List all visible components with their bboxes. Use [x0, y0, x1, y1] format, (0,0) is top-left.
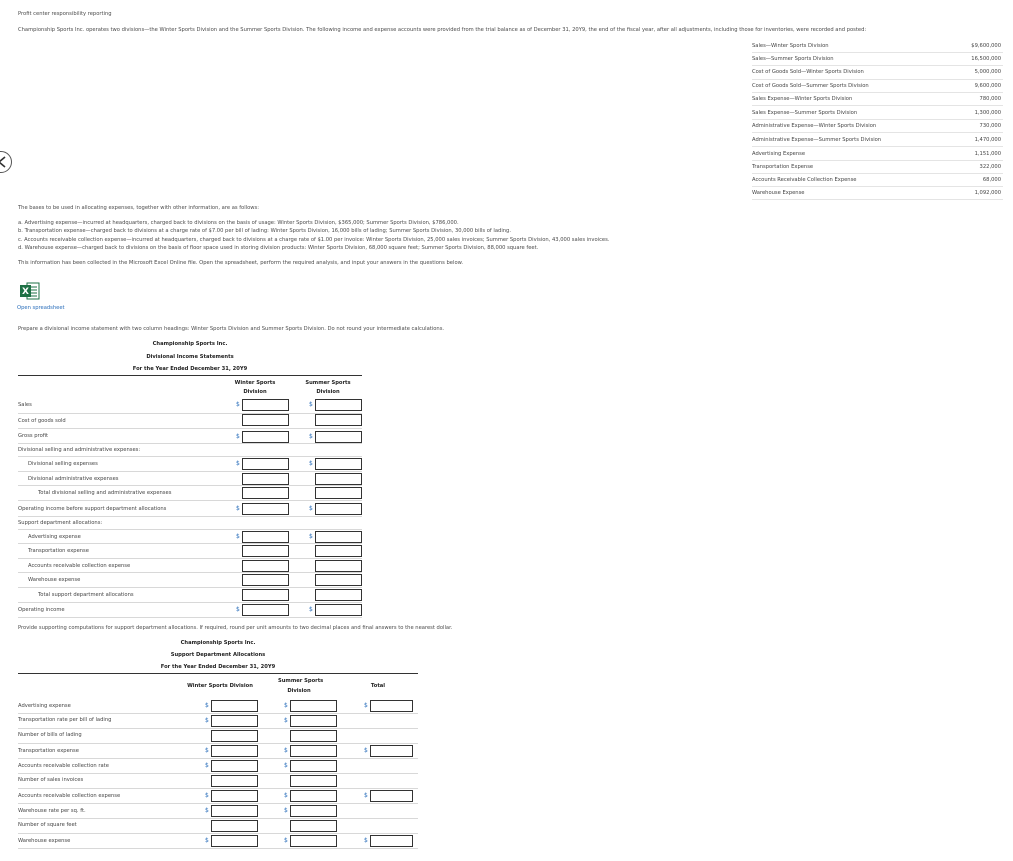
chevron-left-icon	[0, 152, 11, 172]
row-label: Total support department allocations	[38, 592, 134, 598]
divider	[18, 803, 418, 804]
currency-symbol: $	[364, 702, 368, 709]
summer-cogs-input[interactable]	[315, 414, 362, 426]
svg-text:X: X	[22, 287, 29, 297]
account-value: 730,000	[979, 123, 1001, 129]
winter-invoices-input[interactable]	[211, 775, 258, 787]
summer-sqft-input[interactable]	[290, 820, 337, 832]
divider	[752, 105, 1003, 106]
divider	[18, 428, 362, 429]
row-label: Advertising expense	[18, 703, 71, 709]
currency-symbol: $	[236, 401, 240, 408]
summer-admin-input[interactable]	[315, 473, 362, 485]
company-name: Championship Sports Inc.	[180, 640, 256, 646]
column-header-summer: Summer Sports	[305, 380, 351, 386]
column-header-total: Total	[370, 683, 386, 689]
account-value: 1,092,000	[974, 190, 1001, 196]
currency-symbol: $	[309, 505, 313, 512]
excel-note: This information has been collected in the Microsoft Excel Online file. Open the spreadsheet, perform the required analysis, and input your answers in the questions below.	[18, 260, 464, 266]
divider	[18, 413, 362, 414]
column-header-summer: Division	[287, 688, 311, 694]
account-value: 9,600,000	[974, 83, 1001, 89]
divider	[18, 713, 418, 714]
currency-symbol: $	[284, 807, 288, 814]
divider	[18, 788, 418, 789]
divider	[752, 92, 1003, 93]
currency-symbol: $	[309, 401, 313, 408]
divider	[18, 375, 362, 376]
winter-bills-input[interactable]	[211, 730, 258, 742]
account-value: 1,151,000	[974, 151, 1001, 157]
row-label: Accounts receivable collection expense	[18, 793, 121, 799]
allocations-period: For the Year Ended December 31, 20Y9	[160, 664, 276, 670]
winter-transport-expense-input[interactable]	[211, 745, 258, 757]
open-spreadsheet-link[interactable]: Open spreadsheet	[17, 305, 65, 311]
winter-operating-income-input[interactable]	[242, 604, 289, 616]
currency-symbol: $	[284, 792, 288, 799]
divider	[18, 500, 362, 501]
column-header-winter: Division	[243, 389, 267, 395]
allocations-instruction: Provide supporting computations for support department allocations. If required, round per unit amounts to two decimal places and final answers to the nearest dollar.	[18, 625, 453, 631]
currency-symbol: $	[236, 606, 240, 613]
row-label: Warehouse rate per sq. ft.	[18, 808, 86, 814]
account-value: 780,000	[979, 96, 1001, 102]
divider	[18, 587, 362, 588]
basis-a: a. Advertising expense—incurred at headquarters, charged back to divisions on the basis of usage: Winter Sports Division, $365,000; Summer Sports Division, $786,000.	[18, 220, 459, 226]
currency-symbol: $	[364, 747, 368, 754]
winter-selling-input[interactable]	[242, 458, 289, 470]
divider	[752, 119, 1003, 120]
summer-gross-profit-input[interactable]	[315, 431, 362, 443]
row-label: Transportation expense	[18, 748, 79, 754]
divider	[752, 186, 1003, 187]
row-label: Accounts receivable collection expense	[28, 563, 131, 569]
statement-title: Divisional Income Statements	[146, 354, 234, 360]
row-label: Advertising expense	[28, 534, 81, 540]
account-name: Cost of Goods Sold—Winter Sports Division	[752, 69, 864, 75]
winter-ar-expense-input[interactable]	[211, 790, 258, 802]
currency-symbol: $	[309, 433, 313, 440]
row-label: Divisional selling expenses	[28, 461, 98, 467]
account-value: 5,000,000	[974, 69, 1001, 75]
page-title: Profit center responsibility reporting	[18, 11, 112, 17]
divider	[18, 758, 418, 759]
divider	[752, 199, 1003, 200]
column-header-summer: Summer Sports	[278, 678, 324, 684]
row-label: Accounts receivable collection rate	[18, 763, 109, 769]
bases-intro: The bases to be used in allocating expenses, together with other information, are as follows:	[18, 205, 259, 211]
allocations-title: Support Department Allocations	[170, 652, 266, 658]
divider	[18, 543, 362, 544]
account-value: 68,000	[982, 177, 1001, 183]
currency-symbol: $	[284, 717, 288, 724]
winter-sqft-input[interactable]	[211, 820, 258, 832]
statement-period: For the Year Ended December 31, 20Y9	[132, 366, 248, 372]
currency-symbol: $	[284, 702, 288, 709]
winter-admin-input[interactable]	[242, 473, 289, 485]
summer-invoices-input[interactable]	[290, 775, 337, 787]
column-header-winter: Winter Sports	[234, 380, 276, 386]
summer-warehouse-rate-input[interactable]	[290, 805, 337, 817]
account-name: Accounts Receivable Collection Expense	[752, 177, 857, 183]
currency-symbol: $	[309, 460, 313, 467]
row-label: Warehouse expense	[28, 577, 81, 583]
divider	[18, 516, 362, 517]
winter-transport-rate-input[interactable]	[211, 715, 258, 727]
account-name: Sales Expense—Summer Sports Division	[752, 110, 858, 116]
divider	[18, 773, 418, 774]
currency-symbol: $	[284, 762, 288, 769]
summer-total-sa-input[interactable]	[315, 487, 362, 499]
total-advertising-input[interactable]	[370, 700, 413, 712]
summer-transport-expense-input[interactable]	[290, 745, 337, 757]
divider	[18, 529, 362, 530]
winter-cogs-input[interactable]	[242, 414, 289, 426]
winter-warehouse-rate-input[interactable]	[211, 805, 258, 817]
account-value: 322,000	[979, 164, 1001, 170]
row-label: Divisional administrative expenses	[28, 476, 119, 482]
currency-symbol: $	[205, 792, 209, 799]
currency-symbol: $	[205, 762, 209, 769]
company-name: Championship Sports Inc.	[152, 341, 228, 347]
account-name: Warehouse Expense	[752, 190, 805, 196]
row-label: Warehouse expense	[18, 838, 71, 844]
currency-symbol: $	[284, 837, 288, 844]
currency-symbol: $	[364, 792, 368, 799]
summer-ar-expense-input[interactable]	[290, 790, 337, 802]
row-label: Number of square feet	[18, 822, 77, 828]
divider	[18, 617, 362, 618]
divider	[752, 52, 1003, 53]
account-value: 16,500,000	[971, 56, 1001, 62]
divider	[18, 471, 362, 472]
row-label: Number of sales invoices	[18, 777, 84, 783]
winter-ar-collection-input[interactable]	[242, 560, 289, 572]
divider	[18, 848, 418, 849]
divider	[18, 673, 418, 674]
divider	[18, 485, 362, 486]
divider	[18, 558, 362, 559]
currency-symbol: $	[205, 702, 209, 709]
divider	[752, 132, 1003, 133]
account-value: $9,600,000	[971, 43, 1001, 49]
divider	[752, 160, 1003, 161]
winter-total-support-input[interactable]	[242, 589, 289, 601]
currency-symbol: $	[205, 807, 209, 814]
row-label: Number of bills of lading	[18, 732, 82, 738]
summer-warehouse-input[interactable]	[315, 574, 362, 586]
account-name: Transportation Expense	[752, 164, 814, 170]
currency-symbol: $	[236, 433, 240, 440]
row-label: Operating income before support department allocations	[18, 506, 167, 512]
summer-ar-rate-input[interactable]	[290, 760, 337, 772]
currency-symbol: $	[309, 606, 313, 613]
currency-symbol: $	[236, 505, 240, 512]
row-label: Transportation expense	[28, 548, 89, 554]
summer-ar-collection-input[interactable]	[315, 560, 362, 572]
divider	[18, 818, 418, 819]
intro-text: Championship Sports Inc. operates two divisions—the Winter Sports Division and the Summer Sports Division. The following income and expense accounts were provided from the trial balance as of December 31, 20Y9, the end of the fiscal year, after all adjustments, including those for inventories, were recorded and posted:	[18, 27, 867, 33]
summer-sales-input[interactable]	[315, 399, 362, 411]
row-label: Support department allocations:	[18, 520, 103, 526]
winter-advertising-alloc-input[interactable]	[211, 700, 258, 712]
total-warehouse-expense-input[interactable]	[370, 835, 413, 847]
winter-gross-profit-input[interactable]	[242, 431, 289, 443]
account-name: Advertising Expense	[752, 151, 806, 157]
account-name: Administrative Expense—Winter Sports Division	[752, 123, 877, 129]
back-button[interactable]	[0, 151, 12, 173]
account-name: Cost of Goods Sold—Summer Sports Division	[752, 83, 869, 89]
currency-symbol: $	[236, 460, 240, 467]
currency-symbol: $	[205, 747, 209, 754]
summer-warehouse-expense-input[interactable]	[290, 835, 337, 847]
column-header-winter: Winter Sports Division	[187, 683, 253, 689]
total-ar-expense-input[interactable]	[370, 790, 413, 802]
summer-total-support-input[interactable]	[315, 589, 362, 601]
row-label: Gross profit	[18, 433, 49, 439]
row-label: Total divisional selling and administrative expenses	[38, 490, 172, 496]
column-header-summer: Division	[316, 389, 340, 395]
winter-transportation-input[interactable]	[242, 545, 289, 557]
summer-advertising-input[interactable]	[315, 531, 362, 543]
divider	[752, 173, 1003, 174]
summer-advertising-alloc-input[interactable]	[290, 700, 337, 712]
divider	[18, 833, 418, 834]
winter-ar-rate-input[interactable]	[211, 760, 258, 772]
currency-symbol: $	[309, 533, 313, 540]
currency-symbol: $	[284, 747, 288, 754]
divider	[752, 79, 1003, 80]
winter-sales-input[interactable]	[242, 399, 289, 411]
divider	[18, 572, 362, 573]
divider	[18, 728, 418, 729]
winter-total-sa-input[interactable]	[242, 487, 289, 499]
summer-transportation-input[interactable]	[315, 545, 362, 557]
income-instruction: Prepare a divisional income statement with two column headings: Winter Sports Division and Summer Sports Division. Do not round your intermediate calculations.	[18, 326, 445, 332]
currency-symbol: $	[205, 837, 209, 844]
summer-selling-input[interactable]	[315, 458, 362, 470]
divider	[18, 602, 362, 603]
summer-bills-input[interactable]	[290, 730, 337, 742]
excel-icon[interactable]	[20, 281, 40, 301]
account-value: 1,300,000	[974, 110, 1001, 116]
winter-income-before-input[interactable]	[242, 503, 289, 515]
basis-d: d. Warehouse expense—charged back to divisions on the basis of floor space used in storing division products: Winter Sports Division, 68,000 square feet; Summer Sports Division, 88,000 square feet.	[18, 245, 539, 251]
divider	[18, 456, 362, 457]
row-label: Cost of goods sold	[18, 418, 66, 424]
row-label: Operating income	[18, 607, 65, 613]
account-name: Sales—Winter Sports Division	[752, 43, 829, 49]
summer-income-before-input[interactable]	[315, 503, 362, 515]
currency-symbol: $	[364, 837, 368, 844]
winter-warehouse-expense-input[interactable]	[211, 835, 258, 847]
account-name: Sales—Summer Sports Division	[752, 56, 834, 62]
currency-symbol: $	[236, 533, 240, 540]
row-label: Sales	[18, 402, 32, 408]
basis-c: c. Accounts receivable collection expense—incurred at headquarters, charged back to divisions at a charge rate of $1.00 per invoice: Winter Sports Division, 25,000 sales invoices; Summer Sports Division, 43,000 sales invoices.	[18, 237, 610, 243]
divider	[752, 65, 1003, 66]
basis-b: b. Transportation expense—charged back to divisions at a charge rate of $7.00 per bill of lading: Winter Sports Division, 16,000 bills of lading; Summer Sports Division, 30,000 bills of lading.	[18, 228, 511, 234]
account-name: Administrative Expense—Summer Sports Division	[752, 137, 882, 143]
divider	[18, 743, 418, 744]
summer-operating-income-input[interactable]	[315, 604, 362, 616]
row-label: Transportation rate per bill of lading	[18, 717, 112, 723]
total-transport-expense-input[interactable]	[370, 745, 413, 757]
summer-transport-rate-input[interactable]	[290, 715, 337, 727]
divider	[752, 146, 1003, 147]
account-value: 1,470,000	[974, 137, 1001, 143]
divider	[18, 443, 362, 444]
account-name: Sales Expense—Winter Sports Division	[752, 96, 853, 102]
winter-advertising-input[interactable]	[242, 531, 289, 543]
winter-warehouse-input[interactable]	[242, 574, 289, 586]
currency-symbol: $	[205, 717, 209, 724]
row-label: Divisional selling and administrative expenses:	[18, 447, 141, 453]
